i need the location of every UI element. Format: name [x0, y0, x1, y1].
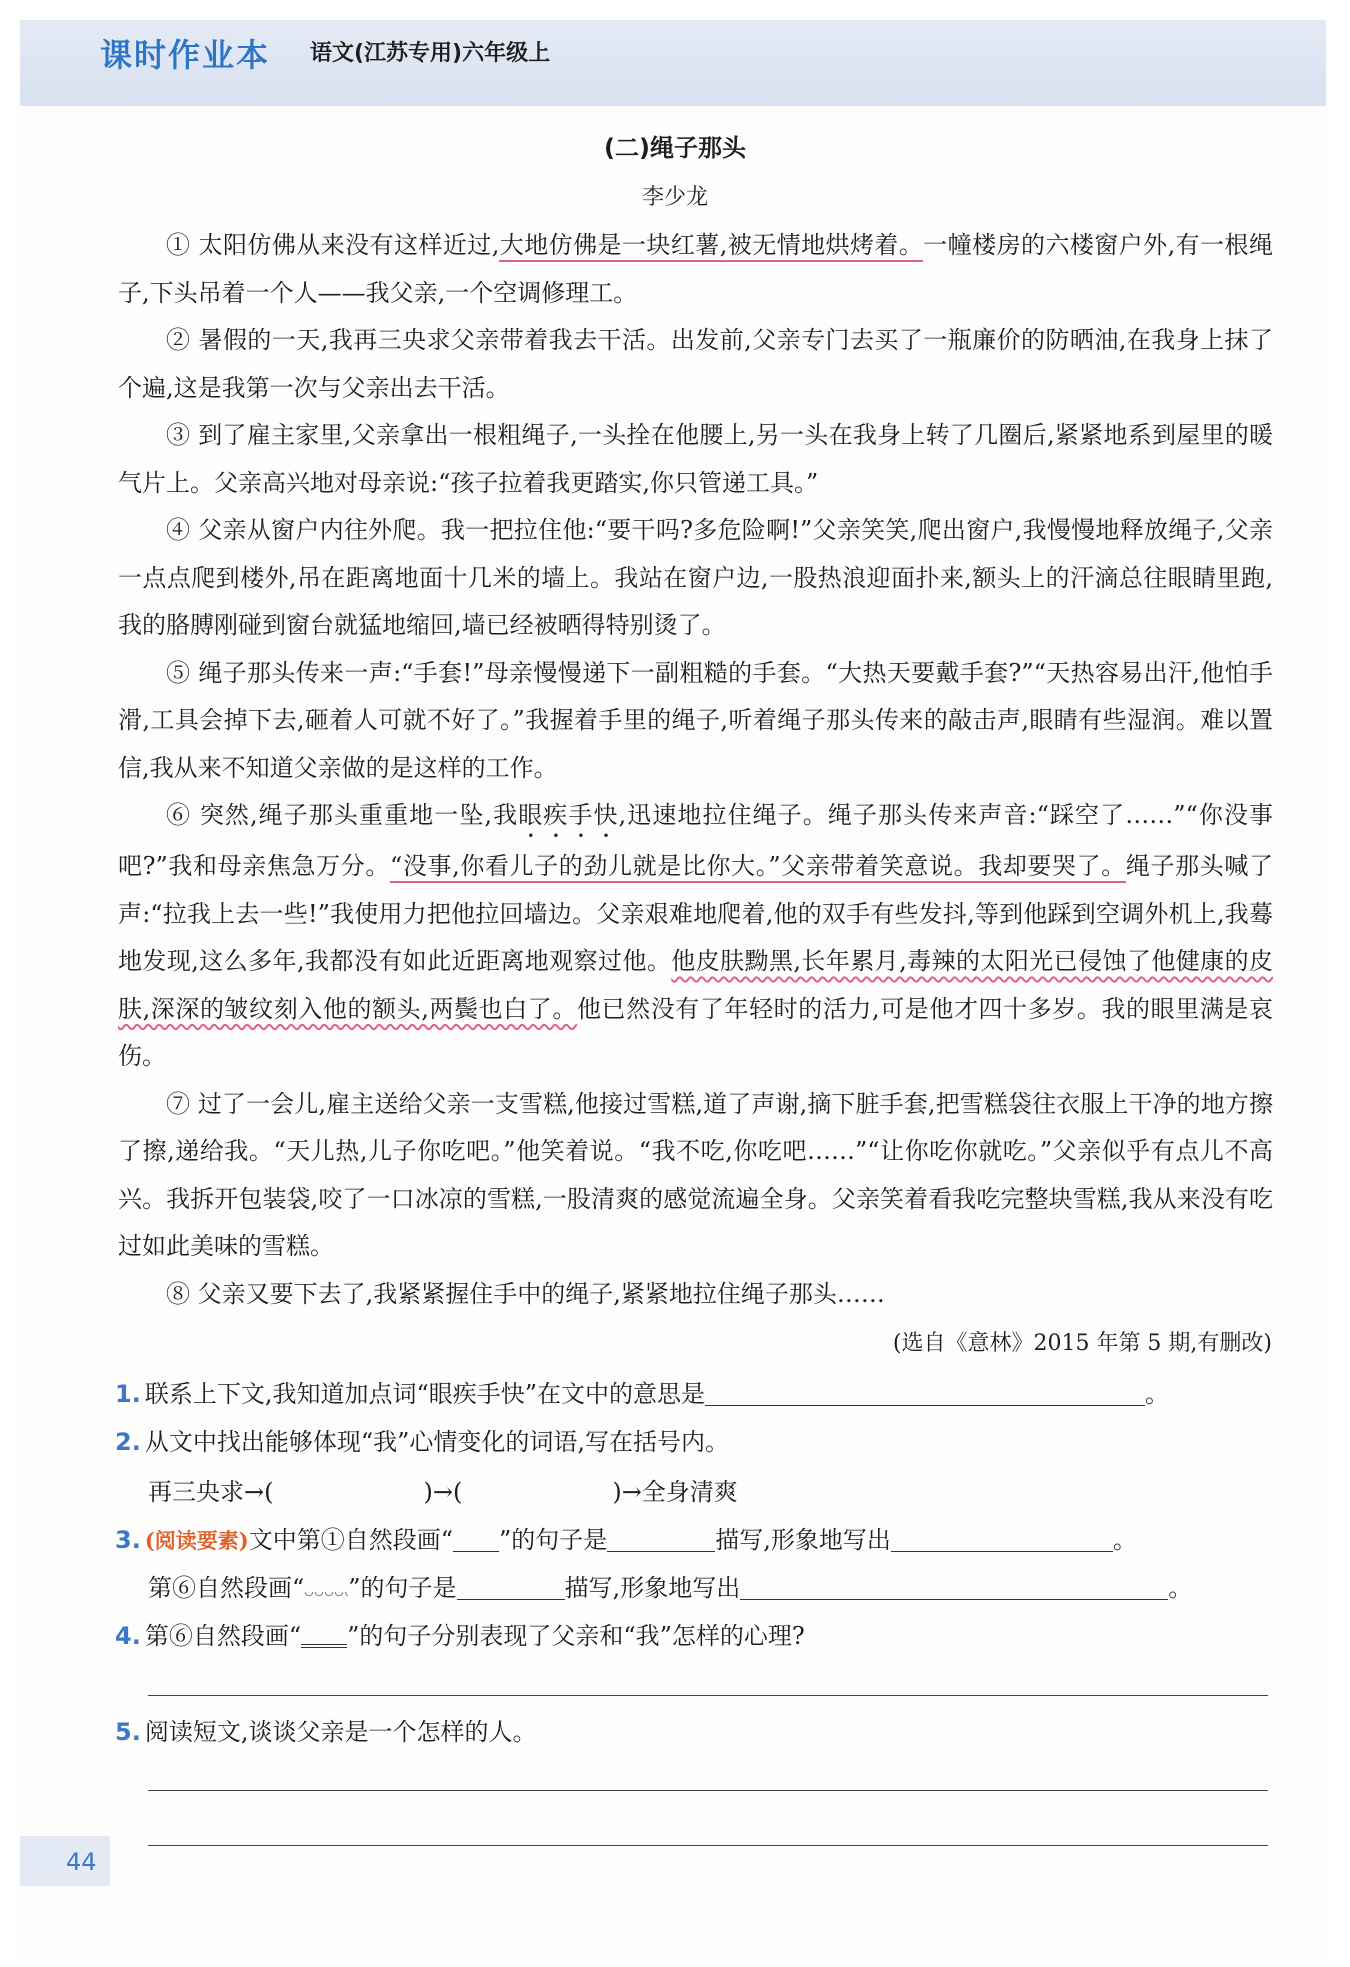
answer-blank[interactable]: [740, 1575, 1168, 1600]
paragraph-number: ⑥: [166, 801, 192, 829]
punctuation: 。: [1145, 1380, 1169, 1408]
answer-line[interactable]: [148, 1790, 1268, 1791]
page-number: 44: [66, 1848, 97, 1876]
question-text: 描写,形象地写出: [715, 1526, 891, 1554]
question-2: [115, 1422, 729, 1457]
paragraph-6: [118, 792, 1273, 1081]
punctuation: 。: [1112, 1526, 1137, 1554]
question-5: [115, 1712, 536, 1747]
question-text: 第⑥自然段画“: [148, 1574, 305, 1602]
punctuation: 。: [1168, 1574, 1193, 1602]
paragraph-7: [118, 1081, 1273, 1271]
reading-element-tag: (阅读要素): [144, 1528, 249, 1553]
answer-blank[interactable]: [607, 1527, 715, 1552]
double-line-symbol: [301, 1620, 347, 1648]
question-number: 2.: [115, 1428, 141, 1456]
answer-blank[interactable]: [705, 1381, 1145, 1406]
dotted-word: 眼疾手快: [518, 801, 619, 829]
question-number: 3.: [115, 1526, 141, 1554]
question-text: ”的句子是: [348, 1574, 457, 1602]
article-title: (二)绳子那头: [604, 134, 746, 162]
article-body: [118, 222, 1273, 1318]
text: ,迅速地拉住绳子。绳子那头传来声音:“踩空了……”“你没事吧?”我和母亲焦急万分。: [118, 801, 1273, 880]
question-text: 从文中找出能够体现“我”心情变化的词语,写在括号内。: [144, 1428, 729, 1456]
paragraph-number: ⑦: [166, 1089, 191, 1118]
question-text: 文中第①自然段画“: [248, 1526, 453, 1554]
question-text: ”的句子分别表现了父亲和“我”怎样的心理?: [347, 1622, 805, 1650]
question-number: 1.: [115, 1380, 141, 1408]
paragraph-8: [118, 1271, 1273, 1319]
question-text: 联系上下文,我知道加点词“眼疾手快”在文中的意思是: [144, 1380, 705, 1408]
text: 绳子那头传来一声:“手套!”母亲慢慢递下一副粗糙的手套。“大热天要戴手套?”“天热容易出汗,他怕手滑,工具会掉下去,砸着人可就不好了。”我握着手里的绳子,听着绳子那头传来的敲击声,眼睛有些湿润。难以置信,我从来不知道父亲做的是这样的工作。: [118, 658, 1273, 782]
paragraph-number: ①: [166, 231, 191, 259]
wavy-line-symbol: [304, 1588, 348, 1598]
book-brand: 课时作业本: [100, 36, 271, 74]
text: 过了一会儿,雇主送给父亲一支雪糕,他接过雪糕,道了声谢,摘下脏手套,把雪糕袋往衣服上干净的地方擦了擦,递给我。“天儿热,儿子你吃吧。”他笑着说。“我不吃,你吃吧……”“让你吃你就吃。”父亲似乎有点儿不高兴。我拆开包装袋,咬了一口冰凉的雪糕,一股清爽的感觉流遍全身。父亲笑着看我吃完整块雪糕,我从来没有吃过如此美味的雪糕。: [118, 1089, 1273, 1260]
text: 他已然没有了年轻时的活力,可是他才四十多岁。我的眼里满是哀伤。: [118, 994, 1273, 1070]
underlined-sentence: “没事,你看儿子的劲儿就是比你大。”父亲带着笑意说。我却要哭了。: [390, 852, 1126, 883]
chain-text: )→(: [423, 1478, 463, 1506]
chain-text: 再三央求→(: [148, 1478, 274, 1506]
question-4: [115, 1616, 805, 1651]
question-number: 4.: [115, 1622, 141, 1650]
answer-blank[interactable]: [457, 1575, 565, 1600]
wavy-underlined-sentence: 他皮肤黝黑,长年累月,毒辣的太阳光已侵蚀了他健康的皮肤,深深的皱纹刻入他的额头,两鬓也白了。: [118, 947, 1273, 1023]
paragraph-number: ⑤: [166, 658, 191, 687]
paragraph-2: [118, 317, 1273, 412]
question-1: [115, 1374, 1169, 1409]
straight-line-symbol: [453, 1527, 499, 1552]
text: 太阳仿佛从来没有这样近过,: [198, 231, 500, 259]
text: 绳子那头喊了声:“拉我上去一些!”我使用力把他拉回墙边。父亲艰难地爬着,他的双手有些发抖,等到他踩到空调外机上,我蓦地发现,这么多年,我都没有如此近距离地观察过他。: [118, 852, 1274, 975]
text: 到了雇主家里,父亲拿出一根粗绳子,一头拴在他腰上,另一头在我身上转了几圈后,紧紧地系到屋里的暖气片上。父亲高兴地对母亲说:“孩子拉着我更踏实,你只管递工具。”: [118, 421, 1274, 497]
answer-blank[interactable]: [891, 1527, 1113, 1552]
paragraph-number: ④: [166, 516, 191, 544]
paragraph-1: [118, 222, 1273, 317]
paragraph-4: [118, 507, 1273, 650]
text: 突然,绳子那头重重地一坠,我: [199, 801, 519, 829]
paragraph-number: ②: [166, 326, 191, 354]
answer-line[interactable]: [148, 1695, 1268, 1696]
paragraph-number: ③: [166, 421, 191, 449]
text: 一幢楼房的六楼窗户外,有一根绳子,下头吊着一个人——我父亲,一个空调修理工。: [118, 231, 1273, 307]
question-text: 描写,形象地写出: [564, 1574, 741, 1602]
question-3: [115, 1520, 1137, 1555]
question-3-line-2: [148, 1568, 1192, 1603]
text: 父亲从窗户内往外爬。我一把拉住他:“要干吗?多危险啊!”父亲笑笑,爬出窗户,我慢慢地释放绳子,父亲一点点爬到楼外,吊在距离地面十几米的墙上。我站在窗户边,一股热浪迎面扑来,额头上的汗滴总往眼睛里跑,我的胳膊刚碰到窗台就猛地缩回,墙已经被晒得特别烫了。: [118, 516, 1273, 639]
question-text: 第⑥自然段画“: [144, 1622, 302, 1650]
article-author: 李少龙: [641, 185, 708, 210]
answer-line[interactable]: [148, 1845, 1268, 1846]
text: 暑假的一天,我再三央求父亲带着我去干活。出发前,父亲专门去买了一瓶廉价的防晒油,在我身上抹了个遍,这是我第一次与父亲出去干活。: [118, 326, 1273, 402]
chain-text: )→全身清爽: [612, 1478, 738, 1506]
question-text: 阅读短文,谈谈父亲是一个怎样的人。: [144, 1718, 537, 1746]
paragraph-number: ⑧: [166, 1279, 190, 1308]
paragraph-5: [118, 650, 1273, 793]
question-2-chain: [148, 1472, 738, 1507]
question-number: 5.: [115, 1718, 141, 1746]
book-subject: 语文(江苏专用)六年级上: [310, 41, 551, 66]
paragraph-3: [118, 412, 1273, 507]
article-source: (选自《意林》2015 年第 5 期,有删改): [892, 1331, 1272, 1356]
underlined-sentence: 大地仿佛是一块红薯,被无情地烘烤着。: [499, 231, 923, 262]
text: 父亲又要下去了,我紧紧握住手中的绳子,紧紧地拉住绳子那头……: [197, 1279, 885, 1308]
question-text: ”的句子是: [498, 1526, 608, 1554]
